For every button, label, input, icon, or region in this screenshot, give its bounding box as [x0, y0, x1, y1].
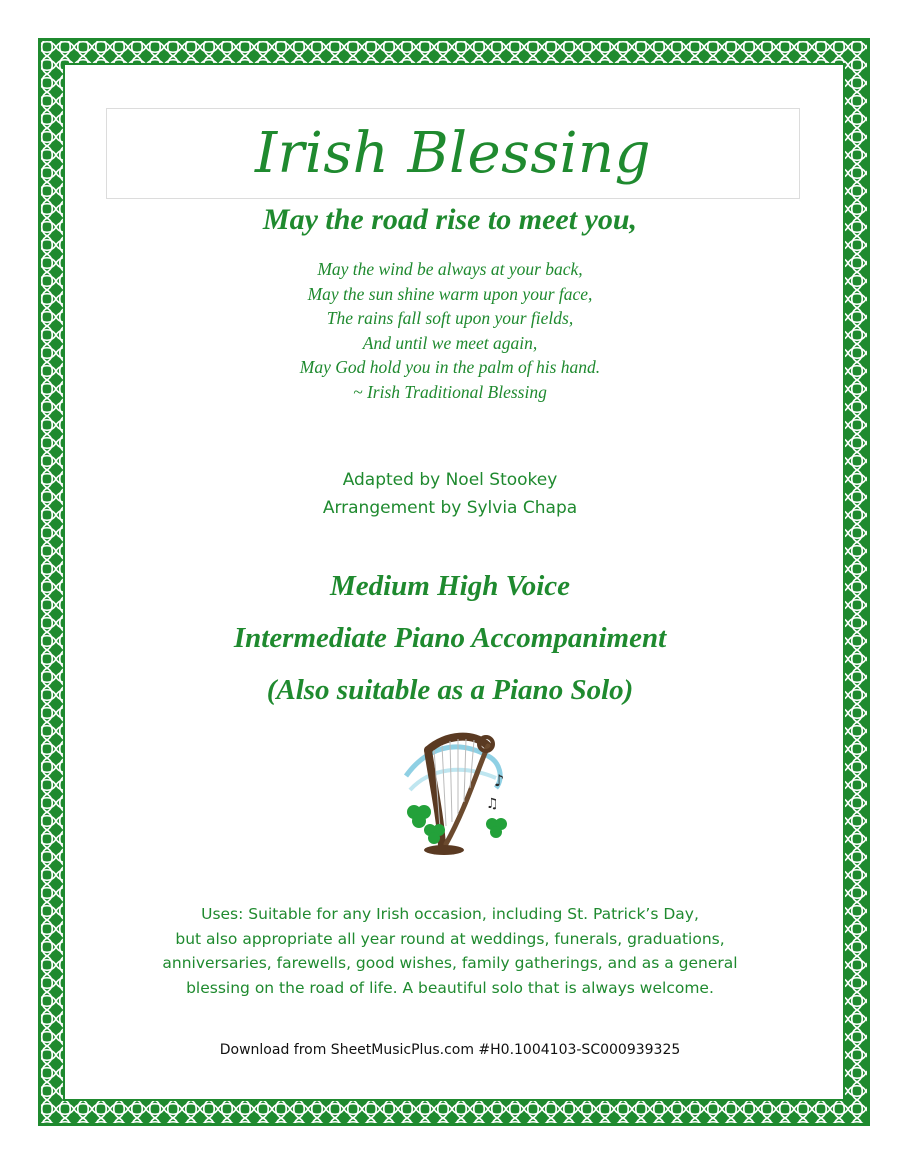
svg-text:♪: ♪ — [494, 771, 505, 790]
verse-line: May the sun shine warm upon your face, — [307, 283, 593, 304]
uses-line: but also appropriate all year round at weddings, funerals, graduations, — [175, 929, 725, 948]
lead-line: May the road rise to meet you, — [262, 203, 638, 236]
title-box — [106, 108, 800, 199]
uses-description — [0, 902, 900, 1000]
accompaniment-level: Intermediate Piano Accompaniment — [233, 622, 667, 654]
voicing-info — [0, 560, 900, 716]
blessing-verse — [0, 257, 900, 404]
voice-type: Medium High Voice — [329, 570, 571, 602]
svg-text:♫: ♫ — [486, 796, 499, 812]
uses-line: blessing on the road of life. A beautiful solo that is always welcome. — [186, 978, 714, 997]
uses-line: Uses: Suitable for any Irish occasion, including St. Patrick’s Day, — [201, 905, 699, 923]
verse-line: And until we meet again, — [362, 332, 538, 353]
solo-note: (Also suitable as a Piano Solo) — [266, 674, 634, 706]
credits — [0, 466, 900, 522]
harp-with-shamrocks-icon — [396, 728, 514, 858]
download-notice: Download from SheetMusicPlus.com #H0.1004103-SC000939325 — [219, 1042, 681, 1058]
verse-line: May the wind be always at your back, — [317, 259, 583, 279]
verse-attribution: ~ Irish Traditional Blessing — [353, 381, 547, 402]
uses-line: anniversaries, farewells, good wishes, family gatherings, and as a general — [162, 954, 738, 972]
page-title: Irish Blessing — [255, 121, 651, 186]
arrangement-by: Arrangement by Sylvia Chapa — [322, 498, 578, 518]
verse-line: May God hold you in the palm of his hand. — [299, 357, 601, 377]
verse-line: The rains fall soft upon your fields, — [326, 308, 574, 328]
adapted-by: Adapted by Noel Stookey — [342, 470, 558, 490]
